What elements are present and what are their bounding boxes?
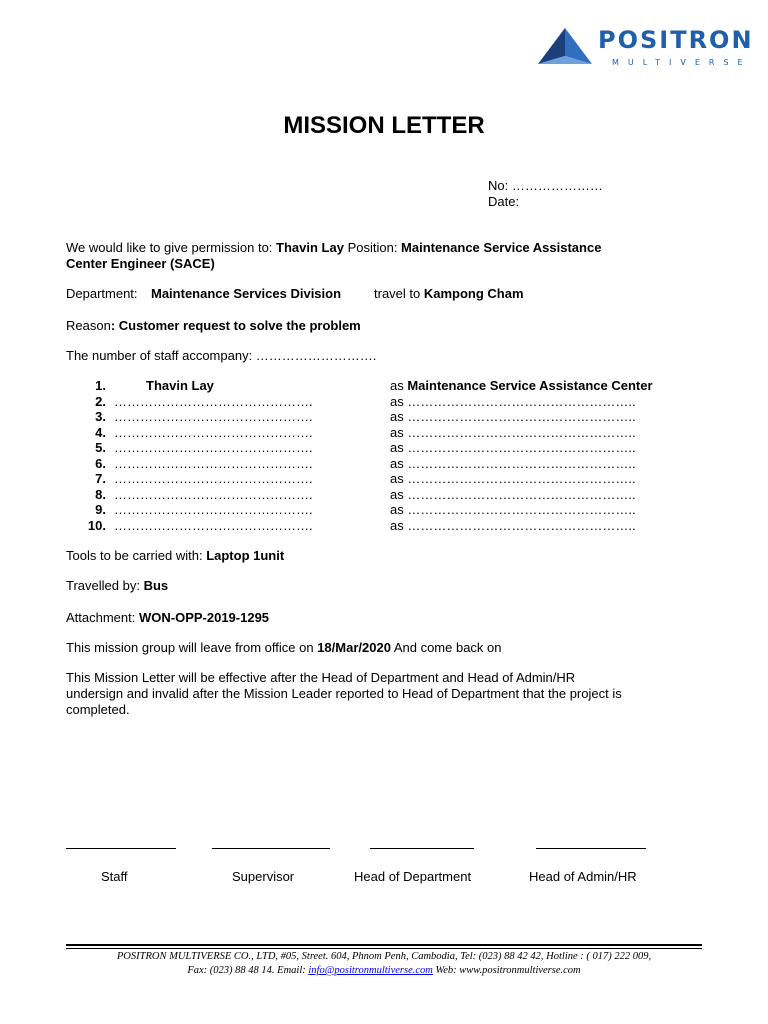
leave-date: 18/Mar/2020 — [317, 640, 391, 655]
staff-row-role — [390, 440, 636, 455]
effective-line-3: completed. — [66, 702, 130, 717]
attachment-value: WON-OPP-2019-1295 — [138, 610, 270, 625]
signature-label-supervisor: Supervisor — [232, 869, 295, 884]
staff-row-name: ………………………………………. — [114, 471, 313, 486]
staff-row — [86, 394, 706, 409]
attachment-line — [66, 610, 269, 625]
staff-row-role-value: …………………………………………….. — [407, 440, 636, 455]
signature-line-head-of-admin — [536, 836, 646, 849]
travel-label: travel to — [374, 286, 424, 301]
effective-line-1: This Mission Letter will be effective after the Head of Department and Head of Admin/HR — [66, 670, 576, 685]
signature-line-supervisor — [212, 836, 330, 849]
staff-row-role-value: …………………………………………….. — [407, 393, 636, 409]
tools-value: Laptop 1unit — [206, 548, 285, 563]
reason-value: : Customer request to solve the problem — [110, 318, 361, 333]
staff-row-role-value: …………………………………………….. — [407, 502, 636, 517]
travelled-label: Travelled by: — [66, 578, 144, 593]
staff-row-number: 1. — [95, 378, 106, 393]
staff-row-role — [390, 471, 636, 486]
travel-line — [374, 286, 524, 301]
staff-row-role-value: …………………………………………….. — [407, 517, 636, 533]
staff-row-role — [390, 518, 636, 533]
staff-row-role — [390, 394, 636, 409]
logo-wordmark: POSITRON — [598, 26, 754, 54]
logo-tagline: MULTIVERSE — [612, 58, 752, 67]
department-label: Department: — [66, 286, 138, 301]
staff-row — [86, 502, 706, 517]
staff-row-role — [390, 456, 636, 471]
permission-name: Thavin Lay — [276, 240, 344, 255]
staff-row-role — [390, 487, 636, 502]
reason-line — [66, 318, 361, 333]
staff-row-role — [390, 502, 636, 517]
document-title: MISSION LETTER — [283, 112, 485, 139]
leave-suffix: And come back on — [390, 640, 502, 655]
footer-contact — [66, 965, 702, 976]
footer-address: POSITRON MULTIVERSE CO., LTD, #05, Street. 604, Phnom Penh, Cambodia, Tel: (023) 88 42 42, Hotline : ( 017) 222 009, — [116, 951, 652, 962]
permission-line — [66, 240, 601, 255]
footer-fax: Fax: (023) 88 48 14. Email: — [187, 965, 309, 976]
staff-row-name: ………………………………………. — [114, 393, 313, 409]
staff-row-name: ………………………………………. — [114, 424, 313, 440]
staff-row-as-label: as — [390, 440, 408, 455]
staff-row — [86, 487, 706, 502]
staff-row-as-label: as — [390, 455, 408, 471]
signature-line-head-of-department — [370, 836, 474, 849]
signature-line-staff — [66, 836, 176, 849]
staff-row — [86, 471, 706, 486]
signature-label-head-of-department: Head of Department — [354, 869, 472, 884]
staff-row-number: 6. — [95, 455, 106, 471]
staff-row-as-label: as — [390, 378, 408, 393]
staff-row-as-label: as — [390, 471, 408, 486]
effective-line-2: undersign and invalid after the Mission Leader reported to Head of Department that the project is — [66, 686, 622, 701]
position-value-cont: Center Engineer (SACE) — [66, 256, 215, 271]
signature-label-head-of-admin: Head of Admin/HR — [529, 869, 637, 884]
staff-row-role-value: …………………………………………….. — [407, 471, 636, 486]
staff-row-name: ………………………………………. — [114, 486, 313, 502]
staff-row-number: 4. — [95, 424, 106, 440]
leave-line — [66, 640, 502, 655]
staff-row-name: ………………………………………. — [114, 502, 313, 517]
staff-row-number: 9. — [95, 502, 106, 517]
staff-row-number: 8. — [95, 486, 106, 502]
permission-prefix: We would like to give permission to: — [66, 240, 277, 255]
travelled-line — [66, 578, 168, 593]
leave-prefix: This mission group will leave from office on — [66, 640, 318, 655]
staff-row-name: ………………………………………. — [114, 409, 313, 424]
staff-row-role-value: …………………………………………….. — [407, 455, 636, 471]
department-value: Maintenance Services Division — [151, 286, 342, 301]
staff-row-role — [390, 378, 653, 393]
staff-row — [86, 409, 706, 424]
travel-destination: Kampong Cham — [423, 286, 524, 301]
tools-label: Tools to be carried with: — [66, 548, 207, 563]
staff-row-as-label: as — [390, 486, 408, 502]
reason-label: Reason — [66, 318, 111, 333]
staff-row-as-label: as — [390, 409, 408, 424]
staff-row — [86, 378, 706, 393]
staff-row-number: 3. — [95, 409, 106, 424]
staff-row — [86, 425, 706, 440]
position-continuation — [66, 256, 215, 271]
attachment-label: Attachment: — [66, 610, 139, 625]
travelled-value: Bus — [143, 578, 169, 593]
staff-row-number: 2. — [95, 393, 106, 409]
staff-row-role-value: …………………………………………….. — [407, 409, 636, 424]
staff-row-as-label: as — [390, 424, 408, 440]
staff-row — [86, 456, 706, 471]
staff-accompany-count: The number of staff accompany: ………………………. — [66, 348, 377, 363]
staff-row-number: 7. — [95, 471, 106, 486]
staff-row-role-value: Maintenance Service Assistance Center — [407, 378, 653, 393]
staff-row — [86, 518, 706, 533]
staff-row-name: ………………………………………. — [114, 517, 313, 533]
footer-web: Web: www.positronmultiverse.com — [432, 965, 581, 976]
staff-row-role-value: …………………………………………….. — [407, 424, 636, 440]
pyramid-logo-icon — [536, 26, 594, 66]
staff-row-as-label: as — [390, 517, 408, 533]
staff-row-role-value: …………………………………………….. — [407, 486, 636, 502]
position-label: Position: — [343, 240, 402, 255]
footer-divider-thin — [66, 948, 702, 949]
staff-row-name: ………………………………………. — [114, 440, 313, 455]
company-logo — [536, 26, 761, 74]
reference-number: No: ………………… — [488, 178, 603, 193]
signature-label-staff: Staff — [101, 869, 128, 884]
staff-row-as-label: as — [390, 502, 408, 517]
staff-row-as-label: as — [390, 393, 408, 409]
reference-date: Date: — [488, 194, 520, 209]
staff-row — [86, 440, 706, 455]
staff-row-name: Thavin Lay — [146, 378, 214, 393]
tools-line — [66, 548, 284, 563]
staff-row-name: ………………………………………. — [114, 455, 313, 471]
footer-divider — [66, 944, 702, 946]
position-value: Maintenance Service Assistance — [401, 240, 602, 255]
footer-email-link[interactable]: info@positronmultiverse.com — [308, 965, 433, 976]
staff-row-role — [390, 409, 636, 424]
staff-row-number: 10. — [87, 517, 106, 533]
staff-row-number: 5. — [95, 440, 106, 455]
staff-row-role — [390, 425, 636, 440]
